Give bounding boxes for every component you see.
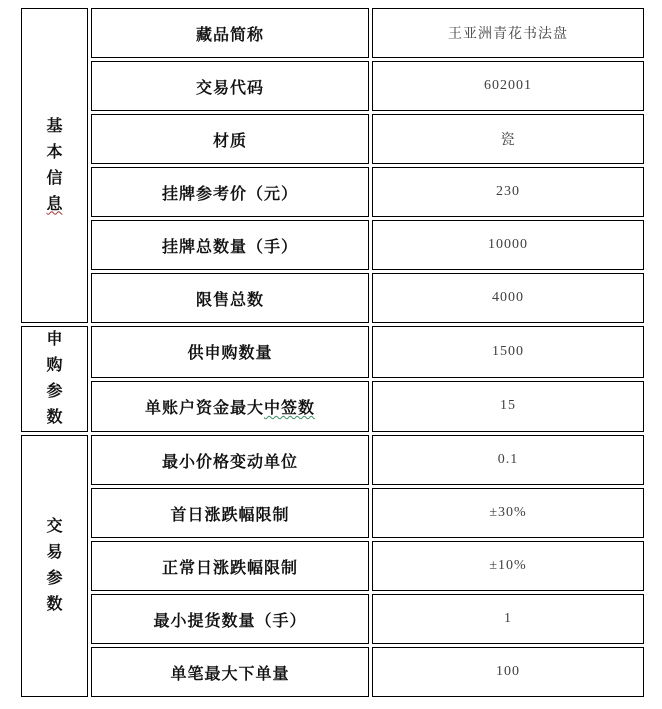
row-label-collection-short-name — [91, 8, 369, 58]
row-first-day-price-limit — [21, 488, 644, 538]
row-value-text: ±30% — [489, 505, 527, 520]
row-total-listed-quantity — [21, 220, 644, 270]
row-label-text: 单账户资金最大 — [144, 399, 264, 417]
section-char-marked: 息 — [46, 195, 63, 213]
row-label-total-listed-quantity — [91, 220, 369, 270]
row-value-text: 100 — [496, 664, 520, 679]
row-value-text: 1 — [504, 611, 512, 626]
section-char: 参 — [46, 383, 63, 400]
row-label-text: 最小提货数量（手） — [153, 612, 307, 630]
section-subscription-params-vertical-label — [22, 327, 87, 431]
row-subscription-quantity — [21, 326, 644, 378]
row-label-text: 最小价格变动单位 — [161, 453, 298, 471]
row-label-text: 单笔最大下单量 — [170, 665, 290, 683]
section-char: 本 — [46, 143, 63, 161]
row-value-text: 王亚洲青花书法盘 — [448, 27, 568, 42]
product-info-table — [18, 5, 647, 700]
row-label-text: 供申购数量 — [187, 345, 273, 363]
row-min-delivery-quantity — [21, 594, 644, 644]
row-total-restricted-quantity — [21, 273, 644, 323]
row-max-winning-lots-per-account — [21, 381, 644, 433]
row-value-max-winning-lots-per-account — [372, 381, 644, 433]
row-value-text: 0.1 — [497, 452, 519, 467]
row-collection-short-name — [21, 8, 644, 58]
section-basic-info — [21, 8, 88, 323]
section-trading-params — [21, 435, 88, 697]
row-value-min-price-tick — [372, 435, 644, 485]
row-value-collection-short-name — [372, 8, 644, 58]
row-label-text-marked: 中签数 — [264, 399, 316, 417]
row-label-max-single-order-quantity — [91, 647, 369, 697]
row-label-text: 首日涨跌幅限制 — [170, 506, 290, 524]
row-label-total-restricted-quantity — [91, 273, 369, 323]
row-value-text: ±10% — [489, 558, 527, 573]
row-label-first-day-price-limit — [91, 488, 369, 538]
section-char: 购 — [46, 357, 63, 374]
row-label-text: 挂牌总数量（手） — [161, 238, 298, 256]
row-value-total-restricted-quantity — [372, 273, 644, 323]
section-char: 数 — [46, 596, 63, 613]
row-label-subscription-quantity — [91, 326, 369, 378]
row-value-trading-code — [372, 61, 644, 111]
section-char: 信 — [46, 169, 63, 187]
row-label-trading-code — [91, 61, 369, 111]
row-value-text: 4000 — [492, 290, 524, 305]
section-char: 交 — [46, 518, 63, 535]
section-char: 易 — [46, 544, 63, 561]
row-value-first-day-price-limit — [372, 488, 644, 538]
row-label-text: 交易代码 — [195, 79, 264, 97]
row-value-normal-day-price-limit — [372, 541, 644, 591]
row-value-text: 10000 — [488, 237, 528, 252]
row-label-text: 正常日涨跌幅限制 — [161, 559, 298, 577]
row-label-min-delivery-quantity — [91, 594, 369, 644]
section-basic-info-vertical-label — [22, 114, 87, 218]
row-label-text: 材质 — [212, 132, 247, 150]
section-char: 基 — [46, 117, 63, 135]
section-char: 参 — [46, 570, 63, 587]
row-max-single-order-quantity — [21, 647, 644, 697]
section-char: 申 — [46, 331, 63, 348]
section-char: 数 — [46, 409, 63, 426]
row-value-subscription-quantity — [372, 326, 644, 378]
row-min-price-tick — [21, 435, 644, 485]
row-value-total-listed-quantity — [372, 220, 644, 270]
row-material — [21, 114, 644, 164]
row-value-text: 瓷 — [500, 133, 516, 148]
row-label-text: 藏品简称 — [195, 26, 264, 44]
row-normal-day-price-limit — [21, 541, 644, 591]
section-trading-params-vertical-label — [22, 514, 87, 618]
row-value-max-single-order-quantity — [372, 647, 644, 697]
row-listing-reference-price — [21, 167, 644, 217]
row-value-text: 15 — [500, 398, 516, 414]
row-value-listing-reference-price — [372, 167, 644, 217]
section-subscription-params — [21, 326, 88, 432]
row-label-min-price-tick — [91, 435, 369, 485]
row-value-text: 1500 — [492, 343, 524, 359]
row-label-max-winning-lots-per-account — [91, 381, 369, 433]
row-label-listing-reference-price — [91, 167, 369, 217]
row-trading-code — [21, 61, 644, 111]
row-value-text: 602001 — [484, 78, 532, 93]
row-value-material — [372, 114, 644, 164]
row-value-text: 230 — [496, 184, 520, 199]
row-label-text: 挂牌参考价（元） — [161, 185, 298, 203]
row-label-normal-day-price-limit — [91, 541, 369, 591]
row-value-min-delivery-quantity — [372, 594, 644, 644]
row-label-text: 限售总数 — [195, 291, 264, 309]
row-label-material — [91, 114, 369, 164]
